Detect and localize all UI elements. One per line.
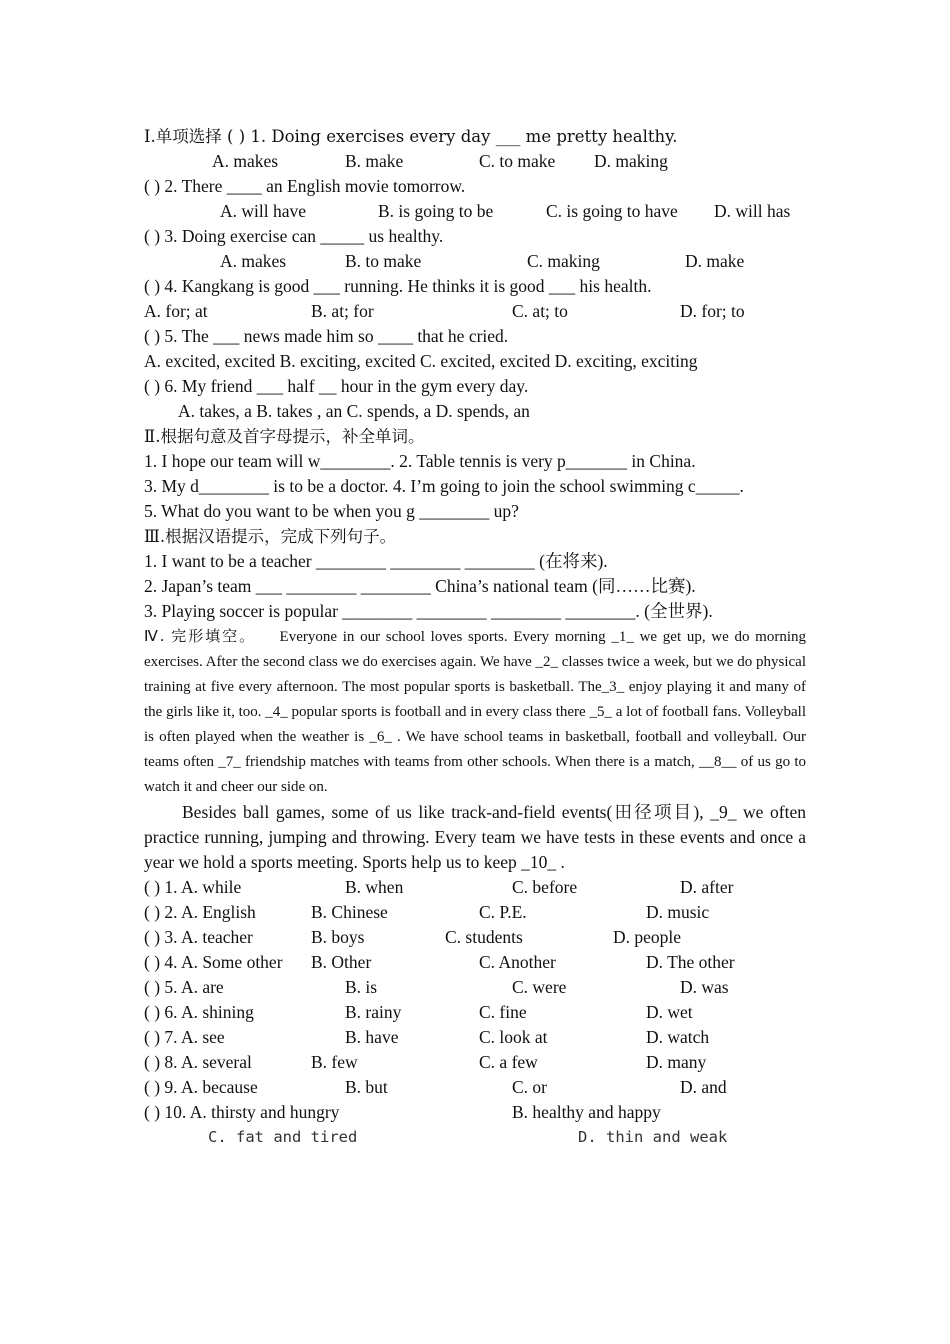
option: B. have: [345, 1027, 399, 1047]
cloze-question: [144, 975, 806, 1000]
option: B. make: [345, 151, 404, 171]
question-stem: ( ) 4. A. Some other: [144, 952, 283, 972]
option: A. makes: [212, 151, 279, 171]
option: B. but: [345, 1077, 388, 1097]
option: D. many: [646, 1052, 707, 1072]
question-stem: ( ) 3. A. teacher: [144, 927, 253, 947]
option: B. to make: [345, 251, 422, 271]
cloze-question: [144, 1000, 806, 1025]
cloze-questions: [144, 875, 806, 1150]
section3-line: 1. I want to be a teacher ________ ________ ________ (在将来).: [144, 551, 608, 571]
option: D. people: [613, 927, 682, 947]
question-stem: ( ) 9. A. because: [144, 1077, 258, 1097]
q6-stem: ( ) 6. My friend ___ half __ hour in the gym every day.: [144, 376, 529, 396]
option: B. healthy and happy: [512, 1102, 661, 1122]
option: C. fat and tired: [208, 1128, 358, 1146]
cloze-question: [144, 875, 806, 900]
q1-options: [144, 149, 806, 174]
option: D. making: [594, 151, 668, 171]
option: C. P.E.: [479, 902, 527, 922]
option: D. The other: [646, 952, 735, 972]
option: C. Another: [479, 952, 556, 972]
question-stem: ( ) 10. A. thirsty and hungry: [144, 1102, 340, 1122]
cloze-question: [144, 1025, 806, 1050]
option: C. is going to have: [546, 201, 678, 221]
option: D. will has: [714, 201, 791, 221]
option: C. students: [445, 927, 523, 947]
question-stem: ( ) 7. A. see: [144, 1027, 225, 1047]
q6-options: A. takes, a B. takes , an C. spends, a D. spends, an: [178, 401, 530, 421]
q3-options: [144, 249, 806, 274]
cloze-question: [144, 925, 806, 950]
question-stem: ( ) 1. A. while: [144, 877, 242, 897]
question-stem: ( ) 5. A. are: [144, 977, 224, 997]
option: D. music: [646, 902, 710, 922]
section1-title: Ⅰ.单项选择 ( ) 1. Doing exercises every day ___ me pretty healthy.: [144, 127, 678, 146]
option: A. will have: [220, 201, 307, 221]
option: C. to make: [479, 151, 556, 171]
option: D. for; to: [680, 301, 745, 321]
option: B. is going to be: [378, 201, 494, 221]
option: D. and: [680, 1077, 727, 1097]
option: C. before: [512, 877, 578, 897]
option: B. is: [345, 977, 378, 997]
cloze-question: [144, 1075, 806, 1100]
option: B. few: [311, 1052, 358, 1072]
section3-line: 3. Playing soccer is popular ________ ________ ________ ________. (全世界).: [144, 601, 713, 621]
option: D. after: [680, 877, 734, 897]
cloze-passage-1: [144, 624, 806, 800]
q2-options: [144, 199, 806, 224]
option: A. for; at: [144, 301, 208, 321]
q5-options: A. excited, excited B. exciting, excited C. excited, excited D. exciting, exciting: [144, 351, 698, 371]
cloze-question: [144, 1050, 806, 1075]
option: C. look at: [479, 1027, 548, 1047]
section2-title: Ⅱ.根据句意及首字母提示，补全单词。: [144, 427, 425, 446]
q3-stem: ( ) 3. Doing exercise can _____ us healthy.: [144, 226, 444, 246]
option: A. makes: [220, 251, 287, 271]
option: B. at; for: [311, 301, 374, 321]
option: B. Other: [311, 952, 372, 972]
option: C. fine: [479, 1002, 527, 1022]
q4-options: [144, 299, 806, 324]
question-stem: ( ) 2. A. English: [144, 902, 256, 922]
worksheet: [144, 124, 806, 1150]
option: C. a few: [479, 1052, 538, 1072]
cloze-question-options: [144, 1125, 806, 1150]
question-stem: ( ) 8. A. several: [144, 1052, 252, 1072]
option: D. make: [685, 251, 745, 271]
cloze-question: [144, 950, 806, 975]
option: D. thin and weak: [578, 1128, 728, 1146]
option: B. Chinese: [311, 902, 388, 922]
option: B. rainy: [345, 1002, 402, 1022]
option: C. or: [512, 1077, 547, 1097]
section2-line: 3. My d________ is to be a doctor. 4. I’m going to join the school swimming c_____.: [144, 476, 744, 496]
cloze-question: [144, 1100, 806, 1125]
section4-title: Ⅳ. 完形填空。: [144, 627, 257, 645]
option: C. were: [512, 977, 567, 997]
cloze-question: [144, 900, 806, 925]
option: B. when: [345, 877, 404, 897]
section3-title: Ⅲ.根据汉语提示，完成下列句子。: [144, 527, 397, 546]
option: C. making: [527, 251, 600, 271]
section2-line: 5. What do you want to be when you g ________ up?: [144, 501, 519, 521]
section3-line: 2. Japan’s team ___ ________ ________ China’s national team (同……比赛).: [144, 576, 696, 596]
option: D. was: [680, 977, 729, 997]
cloze-passage-2: Besides ball games, some of us like track-and-field events(田径项目), _9_ we often practice running, jumping and throwing. Every team we have tests in these events and once a year we hold a sports meeting. Sports help us to keep _10_ .: [144, 802, 806, 872]
q2-stem: ( ) 2. There ____ an English movie tomorrow.: [144, 176, 466, 196]
option: B. boys: [311, 927, 365, 947]
passage-text: Everyone in our school loves sports. Every morning _1_ we get up, we do morning exercises. After the second class we do exercises again. We have _2_ classes twice a week, but we do physical training at five every afternoon. The most popular sports is basketball. The_3_ enjoy playing it and many of the girls like it, too. _4_ popular sports is football and in every class there _5_ a lot of football fans. Volleyball is often played when the weather is _6_ . We have school teams in basketball, football and volleyball. Our teams often _7_ friendship matches with teams from other schools. When there is a match, __8__ of us go to watch it and cheer our side on.: [144, 629, 807, 795]
option: C. at; to: [512, 301, 568, 321]
section2-line: 1. I hope our team will w________. 2. Table tennis is very p_______ in China.: [144, 451, 696, 471]
question-stem: ( ) 6. A. shining: [144, 1002, 254, 1022]
q4-stem: ( ) 4. Kangkang is good ___ running. He thinks it is good ___ his health.: [144, 276, 652, 296]
q5-stem: ( ) 5. The ___ news made him so ____ that he cried.: [144, 326, 509, 346]
option: D. watch: [646, 1027, 710, 1047]
option: D. wet: [646, 1002, 693, 1022]
